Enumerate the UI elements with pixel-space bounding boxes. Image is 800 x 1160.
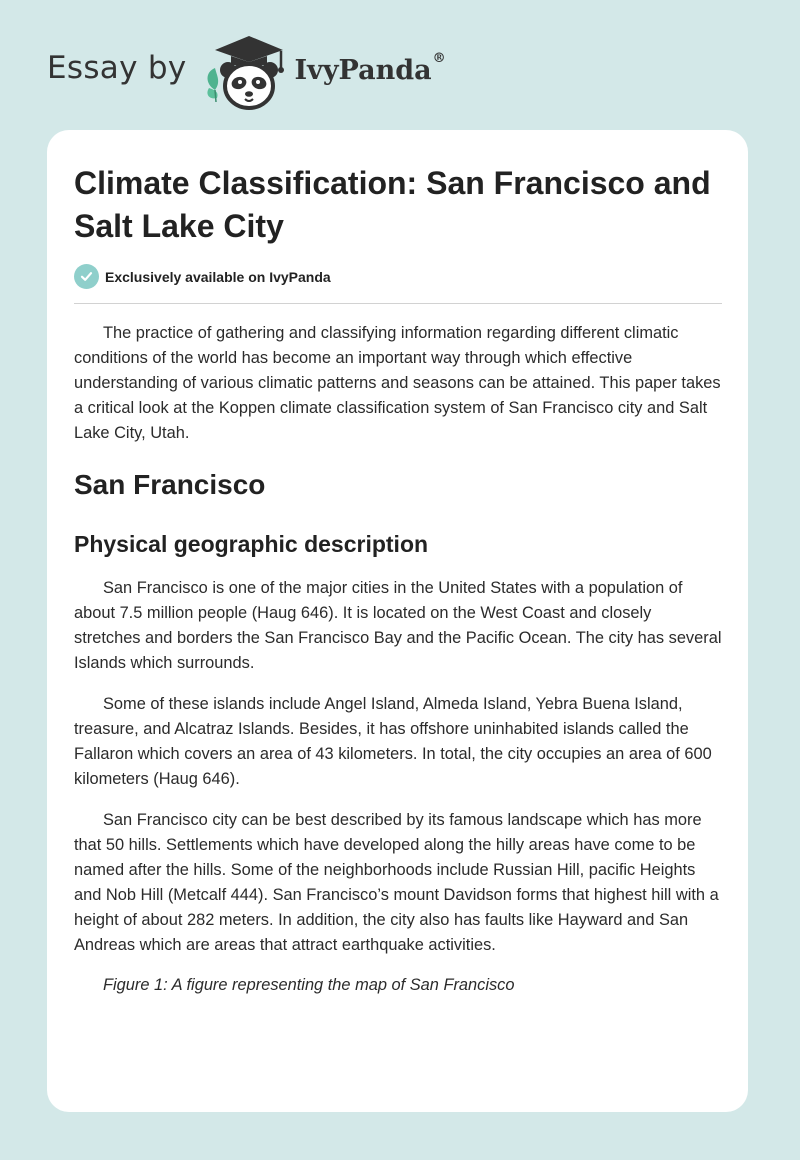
body-paragraph: San Francisco is one of the major cities in the United States with a population of about 7.5 million people (Haug 646). It is located on the West Coast and closely stretches and borders the San Francisco Bay and the Pacific Ocean. The city has several Islands which surrounds.: [74, 579, 722, 672]
brand-name-text: IvyPanda: [294, 54, 432, 86]
essay-by-label: Essay by: [47, 50, 187, 86]
brand-name: [294, 50, 446, 86]
registered-mark: ®: [432, 50, 446, 66]
subsection-heading: Physical geographic description: [74, 531, 429, 557]
check-icon: [74, 264, 99, 289]
exclusive-badge: [74, 264, 722, 304]
section-heading: San Francisco: [74, 469, 266, 500]
site-header[interactable]: [47, 32, 446, 112]
essay-card: [47, 130, 748, 1112]
essay-title: Climate Classification: San Francisco and Salt Lake City: [74, 165, 711, 244]
exclusive-label: Exclusively available on IvyPanda: [105, 268, 331, 285]
figure-caption: Figure 1: A figure representing the map of San Francisco: [103, 976, 515, 994]
intro-paragraph: The practice of gathering and classifying information regarding different climatic conditions of the world has become an important way through which effective understanding of various climatic patterns and seasons can be attained. This paper takes a critical look at the Koppen climate classification system of San Francisco city and Salt Lake City, Utah.: [74, 324, 721, 442]
body-paragraph: San Francisco city can be best described by its famous landscape which has more that 50 hills. Settlements which have developed along the hilly areas have come to be named after the hills. Some of the neighborhoods include Russian Hill, pacific Heights and Nob Hill (Metcalf 444). San Francisco’s mount Davidson forms that highest hill with a height of about 282 meters. In addition, the city also has faults like Hayward and San Andreas which are areas that attract earthquake activities.: [74, 811, 719, 954]
body-paragraph: Some of these islands include Angel Island, Almeda Island, Yebra Buena Island, treasure, and Alcatraz Islands. Besides, it has offshore uninhabited islands called the Fallaron which covers an area of 43 kilometers. In total, the city occupies an area of 600 kilometers (Haug 646).: [74, 695, 712, 788]
panda-graduate-icon: [201, 32, 293, 112]
